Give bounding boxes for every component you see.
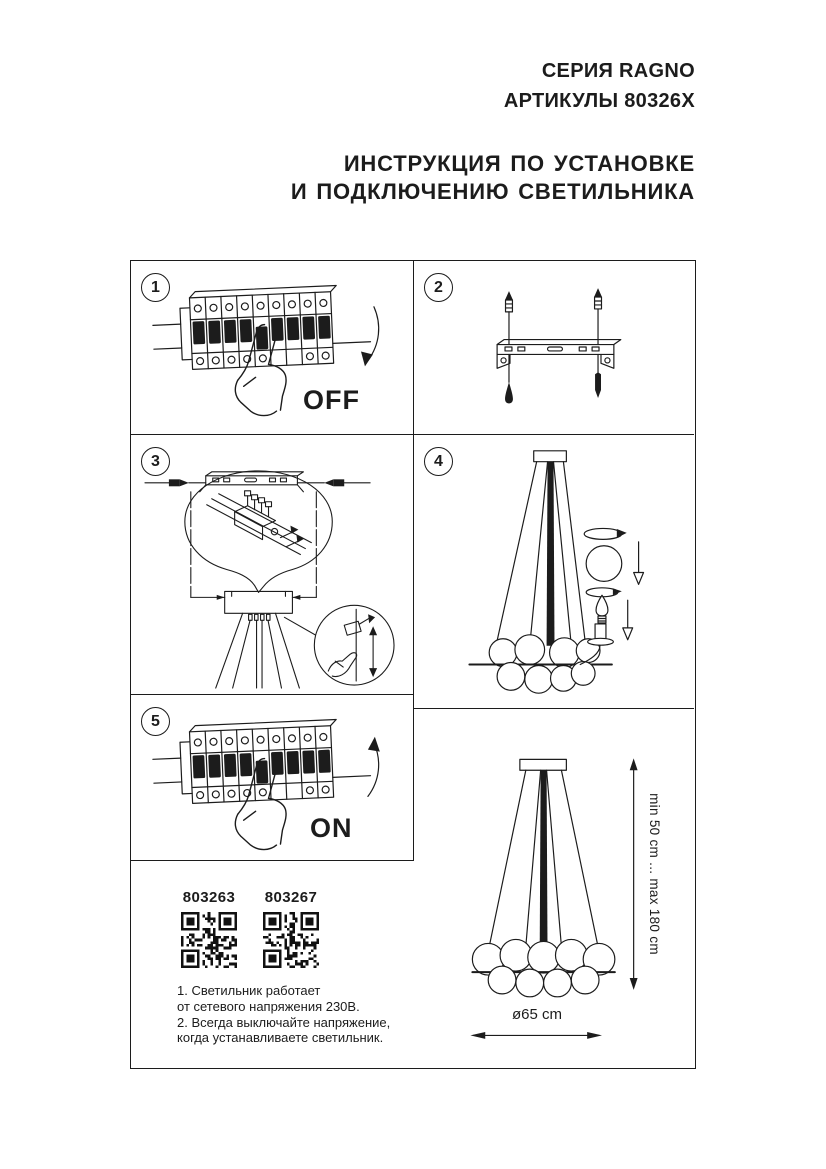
- bracket: [497, 340, 621, 369]
- step-panel-2: [414, 261, 694, 435]
- suspension-cables: [487, 770, 600, 960]
- step-panel-4: [414, 435, 694, 709]
- canopy-mounting-diagram: [131, 435, 413, 694]
- globe-cluster: [472, 939, 614, 996]
- step-number-badge: 4: [424, 447, 453, 476]
- globe-assembly-diagram: [414, 435, 694, 708]
- instruction-title-line1: ИНСТРУКЦИЯ ПО УСТАНОВКЕ: [343, 151, 695, 176]
- screw-left-side: [145, 479, 206, 486]
- cord-adjuster-inset: [314, 605, 394, 685]
- height-range-label: min 50 cm ... max 180 cm: [647, 793, 662, 955]
- step-panel-1: [131, 261, 414, 435]
- step-number-badge: 5: [141, 707, 170, 736]
- globe-screw-hint: [584, 528, 643, 584]
- step-number-badge: 3: [141, 447, 170, 476]
- note-line: когда устанавливаете светильник.: [177, 1030, 384, 1046]
- diameter-label: ø65 cm: [511, 1006, 562, 1023]
- note-line: 2. Всегда выключайте напряжение,: [177, 1014, 391, 1030]
- screw-left: [505, 291, 513, 344]
- cables: [216, 613, 320, 688]
- qr-label: 803263: [182, 889, 236, 906]
- breaker-off-diagram: [131, 261, 413, 434]
- qr-code: [181, 912, 237, 968]
- note-line: от сетевого напряжения 230В.: [177, 998, 360, 1014]
- canopy: [225, 591, 293, 613]
- series-title: СЕРИЯ RAGNO: [541, 60, 695, 82]
- diameter-dimension-arrow: [470, 1032, 602, 1039]
- step-panel-3: [131, 435, 414, 695]
- header: [291, 56, 695, 206]
- notes: [177, 983, 407, 1046]
- breaker-strip: [151, 284, 371, 371]
- height-dimension-arrow: [630, 758, 638, 990]
- switch-down-arrow: [361, 307, 379, 367]
- dimensions-panel: [414, 709, 694, 1067]
- mounting-bracket-diagram: [414, 261, 694, 434]
- canopy: [520, 759, 567, 770]
- step-panel-5: [131, 695, 414, 861]
- wall-anchor-right: [595, 354, 601, 398]
- canopy: [534, 451, 567, 462]
- diagram-grid: [130, 260, 696, 1069]
- breaker-on-diagram: [131, 695, 413, 860]
- screw-right-side: [297, 479, 370, 486]
- qr-block-803263: [177, 889, 241, 973]
- switch-up-arrow: [368, 737, 380, 797]
- articles-line: АРТИКУЛЫ 80326X: [503, 90, 695, 112]
- terminal-block-balloon: [185, 471, 332, 593]
- qr-code: [263, 912, 319, 968]
- bulb-screw-hint: [586, 588, 633, 640]
- suspension-cables: [495, 462, 586, 650]
- qr-section: [131, 861, 414, 1067]
- note-line: 1. Светильник работает: [177, 983, 321, 998]
- screw-right: [594, 288, 602, 344]
- qr-block-803267: [259, 889, 323, 973]
- step-number-badge: 2: [424, 273, 453, 302]
- off-label: OFF: [303, 385, 360, 415]
- step-number-badge: 1: [141, 273, 170, 302]
- breaker-strip: [152, 718, 372, 805]
- on-label: ON: [310, 813, 353, 843]
- qr-label: 803267: [264, 889, 318, 906]
- instruction-title-line2: И ПОДКЛЮЧЕНИЮ СВЕТИЛЬНИКА: [290, 179, 695, 204]
